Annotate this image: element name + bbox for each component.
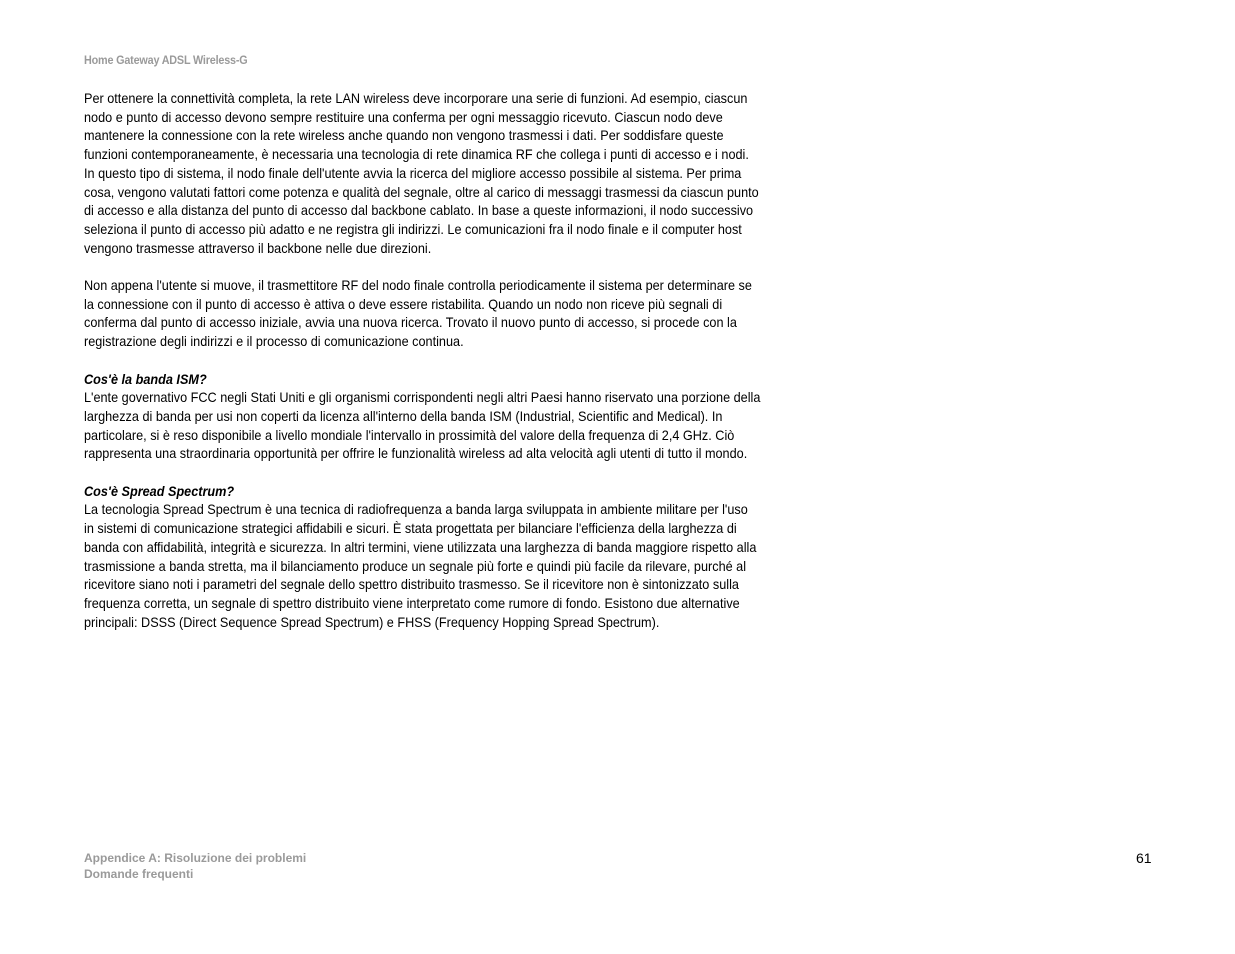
page-content — [84, 89, 761, 650]
running-header: Home Gateway ADSL Wireless-G — [84, 53, 248, 67]
footer — [84, 850, 306, 882]
heading-ism-band: Cos'è la banda ISM? — [84, 370, 207, 387]
footer-chapter: Appendice A: Risoluzione dei problemi — [84, 851, 307, 865]
page-number: 61 — [1136, 850, 1152, 866]
paragraph-spread-spectrum: La tecnologia Spread Spectrum è una tecnica di radiofrequenza a banda larga sviluppata in ambiente militare per l'uso in sistemi di comunicazione strategici affidabili e sicuri. È stata progettata per bilanciare l'efficienza della larghezza di banda con affidabilità, integrità e sicurezza. In altri termini, viene utilizzata una larghezza di banda maggiore rispetto alla trasmissione a banda stretta, ma il bilanciamento produce un segnale più forte e quindi più facile da rilevare, purché al ricevitore siano noti i parametri del segnale dello spettro distribuito trasmesso. Se il ricevitore non è sintonizzato sulla frequenza corretta, un segnale di spettro distribuito viene interpretato come rumore di fondo. Esistono due alternative principali: DSSS (Direct Sequence Spread Spectrum) e FHSS (Frequency Hopping Spread Spectrum). — [84, 501, 757, 630]
paragraph-ism-band: L'ente governativo FCC negli Stati Uniti e gli organismi corrispondenti negli altri Paesi hanno riservato una porzione della larghezza di banda per usi non coperti da licenza all'interno della banda ISM (Industrial, Scientific and Medical). In particolare, si è reso disponibile a livello mondiale l'intervallo in prossimità del valore della frequenza di 2,4 GHz. Ciò rappresenta una straordinaria opportunità per offrire le funzionalità wireless ad alta velocità agli utenti di tutto il mondo. — [84, 389, 761, 462]
heading-spread-spectrum: Cos'è Spread Spectrum? — [84, 482, 235, 499]
paragraph-connectivity: Per ottenere la connettività completa, la rete LAN wireless deve incorporare una serie di funzioni. Ad esempio, ciascun nodo e punto di accesso devono sempre restituire una conferma per ogni messaggio ricevuto. Ciascun nodo deve mantenere la connessione con la rete wireless anche quando non vengono trasmessi i dati. Per soddisfare queste funzioni contemporaneamente, è necessaria una tecnologia di rete dinamica RF che collega i punti di accesso e i nodi. In questo tipo di sistema, il nodo finale dell'utente avvia la ricerca del migliore accesso possibile al sistema. Per prima cosa, vengono valutati fattori come potenza e qualità del segnale, oltre al carico di messaggi trasmessi da ciascun punto di accesso e alla distanza del punto di accesso dal backbone cablato. In base a queste informazioni, il nodo successivo seleziona il punto di accesso più adatto e ne registra gli indirizzi. Le comunicazioni fra il nodo finale e il computer host vengono trasmesse attraverso il backbone nelle due direzioni. — [84, 90, 759, 256]
paragraph-roaming: Non appena l'utente si muove, il trasmettitore RF del nodo finale controlla periodicamente il sistema per determinare se la connessione con il punto di accesso è attiva o deve essere ristabilita. Quando un nodo non riceve più segnali di conferma dal punto di accesso iniziale, avvia una nuova ricerca. Trovato il nuovo punto di accesso, si procede con la registrazione degli indirizzi e il processo di comunicazione continua. — [84, 277, 752, 350]
footer-section: Domande frequenti — [84, 867, 194, 881]
